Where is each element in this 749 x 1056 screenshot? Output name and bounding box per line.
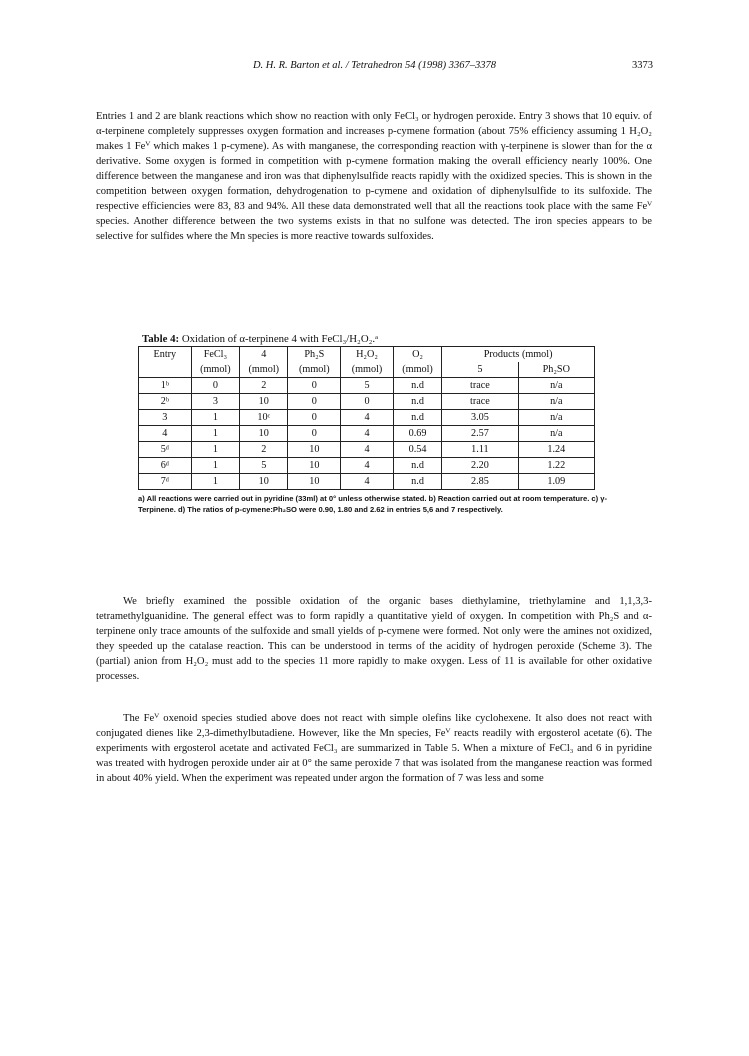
cell-4: 10ᶜ xyxy=(240,410,288,426)
cell-4: 2 xyxy=(240,378,288,394)
paragraph-2-text: We briefly examined the possible oxidation of the organic bases diethylamine, triethylamine and 1,1,3,3-tetramethylguanidine. The general effect was to form rapidly a quantitative yield of oxygen. In competition with Ph₂S and α-terpinene only trace amounts of the sulfoxide and small yields of p-cymene were formed. Not only were the amines not oxidized, they speeded up the catalase reaction. This can be understood in terms of the acidity of hydrogen peroxide (Scheme 3). The (partial) anion from H₂O₂ must add to the species 11 more rapidly to make oxygen. Less of 11 is available for other oxidative processes. xyxy=(96,596,652,682)
paragraph-1 xyxy=(96,109,652,244)
cell-5: trace xyxy=(442,394,518,410)
cell-o2: n.d xyxy=(393,474,441,490)
cell-ph2s: 10 xyxy=(288,458,341,474)
cell-h2o2: 0 xyxy=(341,394,394,410)
table-row xyxy=(139,426,595,442)
col-subheader-ph2s-unit: (mmol) xyxy=(288,362,341,378)
cell-entry: 4 xyxy=(139,426,192,442)
cell-entry: 1ᵇ xyxy=(139,378,192,394)
table-caption-label: Table 4: xyxy=(142,333,180,345)
data-table xyxy=(138,346,595,490)
table-caption xyxy=(142,333,618,345)
col-subheader-fecl3-unit: (mmol) xyxy=(191,362,239,378)
cell-5: 2.85 xyxy=(442,474,518,490)
table-header-row-1 xyxy=(139,347,595,363)
cell-ph2so: n/a xyxy=(518,378,594,394)
cell-o2: n.d xyxy=(393,410,441,426)
table-4 xyxy=(138,333,618,515)
cell-o2: n.d xyxy=(393,394,441,410)
col-header-4: 4 xyxy=(240,347,288,363)
cell-5: trace xyxy=(442,378,518,394)
cell-fecl3: 0 xyxy=(191,378,239,394)
paragraph-2 xyxy=(96,594,652,684)
cell-4: 10 xyxy=(240,474,288,490)
cell-5: 1.11 xyxy=(442,442,518,458)
cell-4: 5 xyxy=(240,458,288,474)
cell-h2o2: 4 xyxy=(341,458,394,474)
cell-ph2so: n/a xyxy=(518,394,594,410)
cell-ph2s: 10 xyxy=(288,474,341,490)
col-subheader-4-unit: (mmol) xyxy=(240,362,288,378)
cell-entry: 6ᵈ xyxy=(139,458,192,474)
cell-ph2so: 1.24 xyxy=(518,442,594,458)
cell-h2o2: 4 xyxy=(341,442,394,458)
cell-o2: n.d xyxy=(393,378,441,394)
running-head: D. H. R. Barton et al. / Tetrahedron 54 (1998) 3367–3378 xyxy=(252,60,497,71)
cell-5: 2.57 xyxy=(442,426,518,442)
table-row xyxy=(139,378,595,394)
cell-fecl3: 3 xyxy=(191,394,239,410)
cell-ph2s: 0 xyxy=(288,410,341,426)
cell-ph2s: 0 xyxy=(288,426,341,442)
col-subheader-o2-unit: (mmol) xyxy=(393,362,441,378)
cell-fecl3: 1 xyxy=(191,458,239,474)
table-row xyxy=(139,442,595,458)
table-row xyxy=(139,458,595,474)
col-subheader-5: 5 xyxy=(442,362,518,378)
cell-ph2so: n/a xyxy=(518,426,594,442)
cell-o2: 0.54 xyxy=(393,442,441,458)
cell-5: 2.20 xyxy=(442,458,518,474)
table-caption-text: Oxidation of α-terpinene 4 with FeCl₃/H₂O₂.ᵃ xyxy=(181,333,379,345)
table-row xyxy=(139,474,595,490)
cell-entry: 7ᵈ xyxy=(139,474,192,490)
cell-ph2s: 10 xyxy=(288,442,341,458)
table-footnote: a) All reactions were carried out in pyridine (33ml) at 0° unless otherwise stated. b) Reaction carried out at room temperature. c) γ-Terpinene. d) The ratios of p-cymene:Ph₂SO were 0.90, 1.80 and 2.62 in entries 5,6 and 7 respectively. xyxy=(138,494,608,514)
cell-entry: 3 xyxy=(139,410,192,426)
cell-ph2s: 0 xyxy=(288,394,341,410)
cell-fecl3: 1 xyxy=(191,410,239,426)
cell-h2o2: 4 xyxy=(341,410,394,426)
col-header-h2o2: H₂O₂ xyxy=(341,347,394,363)
cell-fecl3: 1 xyxy=(191,474,239,490)
cell-5: 3.05 xyxy=(442,410,518,426)
cell-h2o2: 4 xyxy=(341,474,394,490)
cell-ph2s: 0 xyxy=(288,378,341,394)
cell-o2: 0.69 xyxy=(393,426,441,442)
cell-fecl3: 1 xyxy=(191,426,239,442)
cell-o2: n.d xyxy=(393,458,441,474)
table-row xyxy=(139,410,595,426)
paragraph-3-text: The Feⱽ oxenoid species studied above does not react with simple olefins like cyclohexene. It also does not react with conjugated dienes like 2,3-dimethylbutadiene. However, like the Mn species, Feⱽ reacts readily with ergosterol acetate (6). The experiments with ergosterol acetate and activated FeCl₃ are summarized in Table 5. When a mixture of FeCl₃ and 6 in pyridine was treated with hydrogen peroxide under air at 0° the same peroxide 7 that was isolated from the manganese reaction was formed in about 40% yield. When the experiment was repeated under argon the formation of 7 was less and some xyxy=(96,713,652,784)
table-header-row-2 xyxy=(139,362,595,378)
page-number: 3373 xyxy=(632,60,653,71)
cell-fecl3: 1 xyxy=(191,442,239,458)
cell-4: 10 xyxy=(240,394,288,410)
paragraph-3 xyxy=(96,711,652,786)
cell-4: 2 xyxy=(240,442,288,458)
cell-ph2so: 1.22 xyxy=(518,458,594,474)
col-subheader-h2o2-unit: (mmol) xyxy=(341,362,394,378)
cell-h2o2: 4 xyxy=(341,426,394,442)
cell-h2o2: 5 xyxy=(341,378,394,394)
cell-entry: 2ᵇ xyxy=(139,394,192,410)
col-subheader-entry xyxy=(139,362,192,378)
page-header xyxy=(0,60,749,76)
col-header-fecl3: FeCl₃ xyxy=(191,347,239,363)
col-header-products: Products (mmol) xyxy=(442,347,595,363)
paragraph-1-text: Entries 1 and 2 are blank reactions which show no reaction with only FeCl₃ or hydrogen peroxide. Entry 3 shows that 10 equiv. of α-terpinene completely suppresses oxygen formation and increases p-cymene formation (about 75% efficiency assuming 1 H₂O₂ makes 1 Feⱽ which makes 1 p-cymene). As with manganese, the corresponding reaction with γ-terpinene is slower than for the α derivative. Some oxygen is formed in competition with p-cymene formation making the overall efficiency nearly 100%. One difference between the manganese and iron was that diphenylsulfide reacts rapidly with the oxidized species. This is shown in the competition between oxygen formation, dehydrogenation to p-cymene and oxidation of diphenylsulfide to its sulfoxide. The respective efficiencies were 83, 83 and 94%. All these data demonstrated well that all the reactions took place with the same Feⱽ species. Another difference between the two systems exists in that no sulfone was detected. The iron species appears to be selective for sulfides where the Mn species is more reactive towards sulfoxides. xyxy=(96,111,652,242)
cell-ph2so: n/a xyxy=(518,410,594,426)
cell-4: 10 xyxy=(240,426,288,442)
cell-ph2so: 1.09 xyxy=(518,474,594,490)
col-header-ph2s: Ph₂S xyxy=(288,347,341,363)
cell-entry: 5ᵈ xyxy=(139,442,192,458)
col-subheader-ph2so: Ph₂SO xyxy=(518,362,594,378)
col-header-o2: O₂ xyxy=(393,347,441,363)
col-header-entry: Entry xyxy=(139,347,192,363)
table-row xyxy=(139,394,595,410)
